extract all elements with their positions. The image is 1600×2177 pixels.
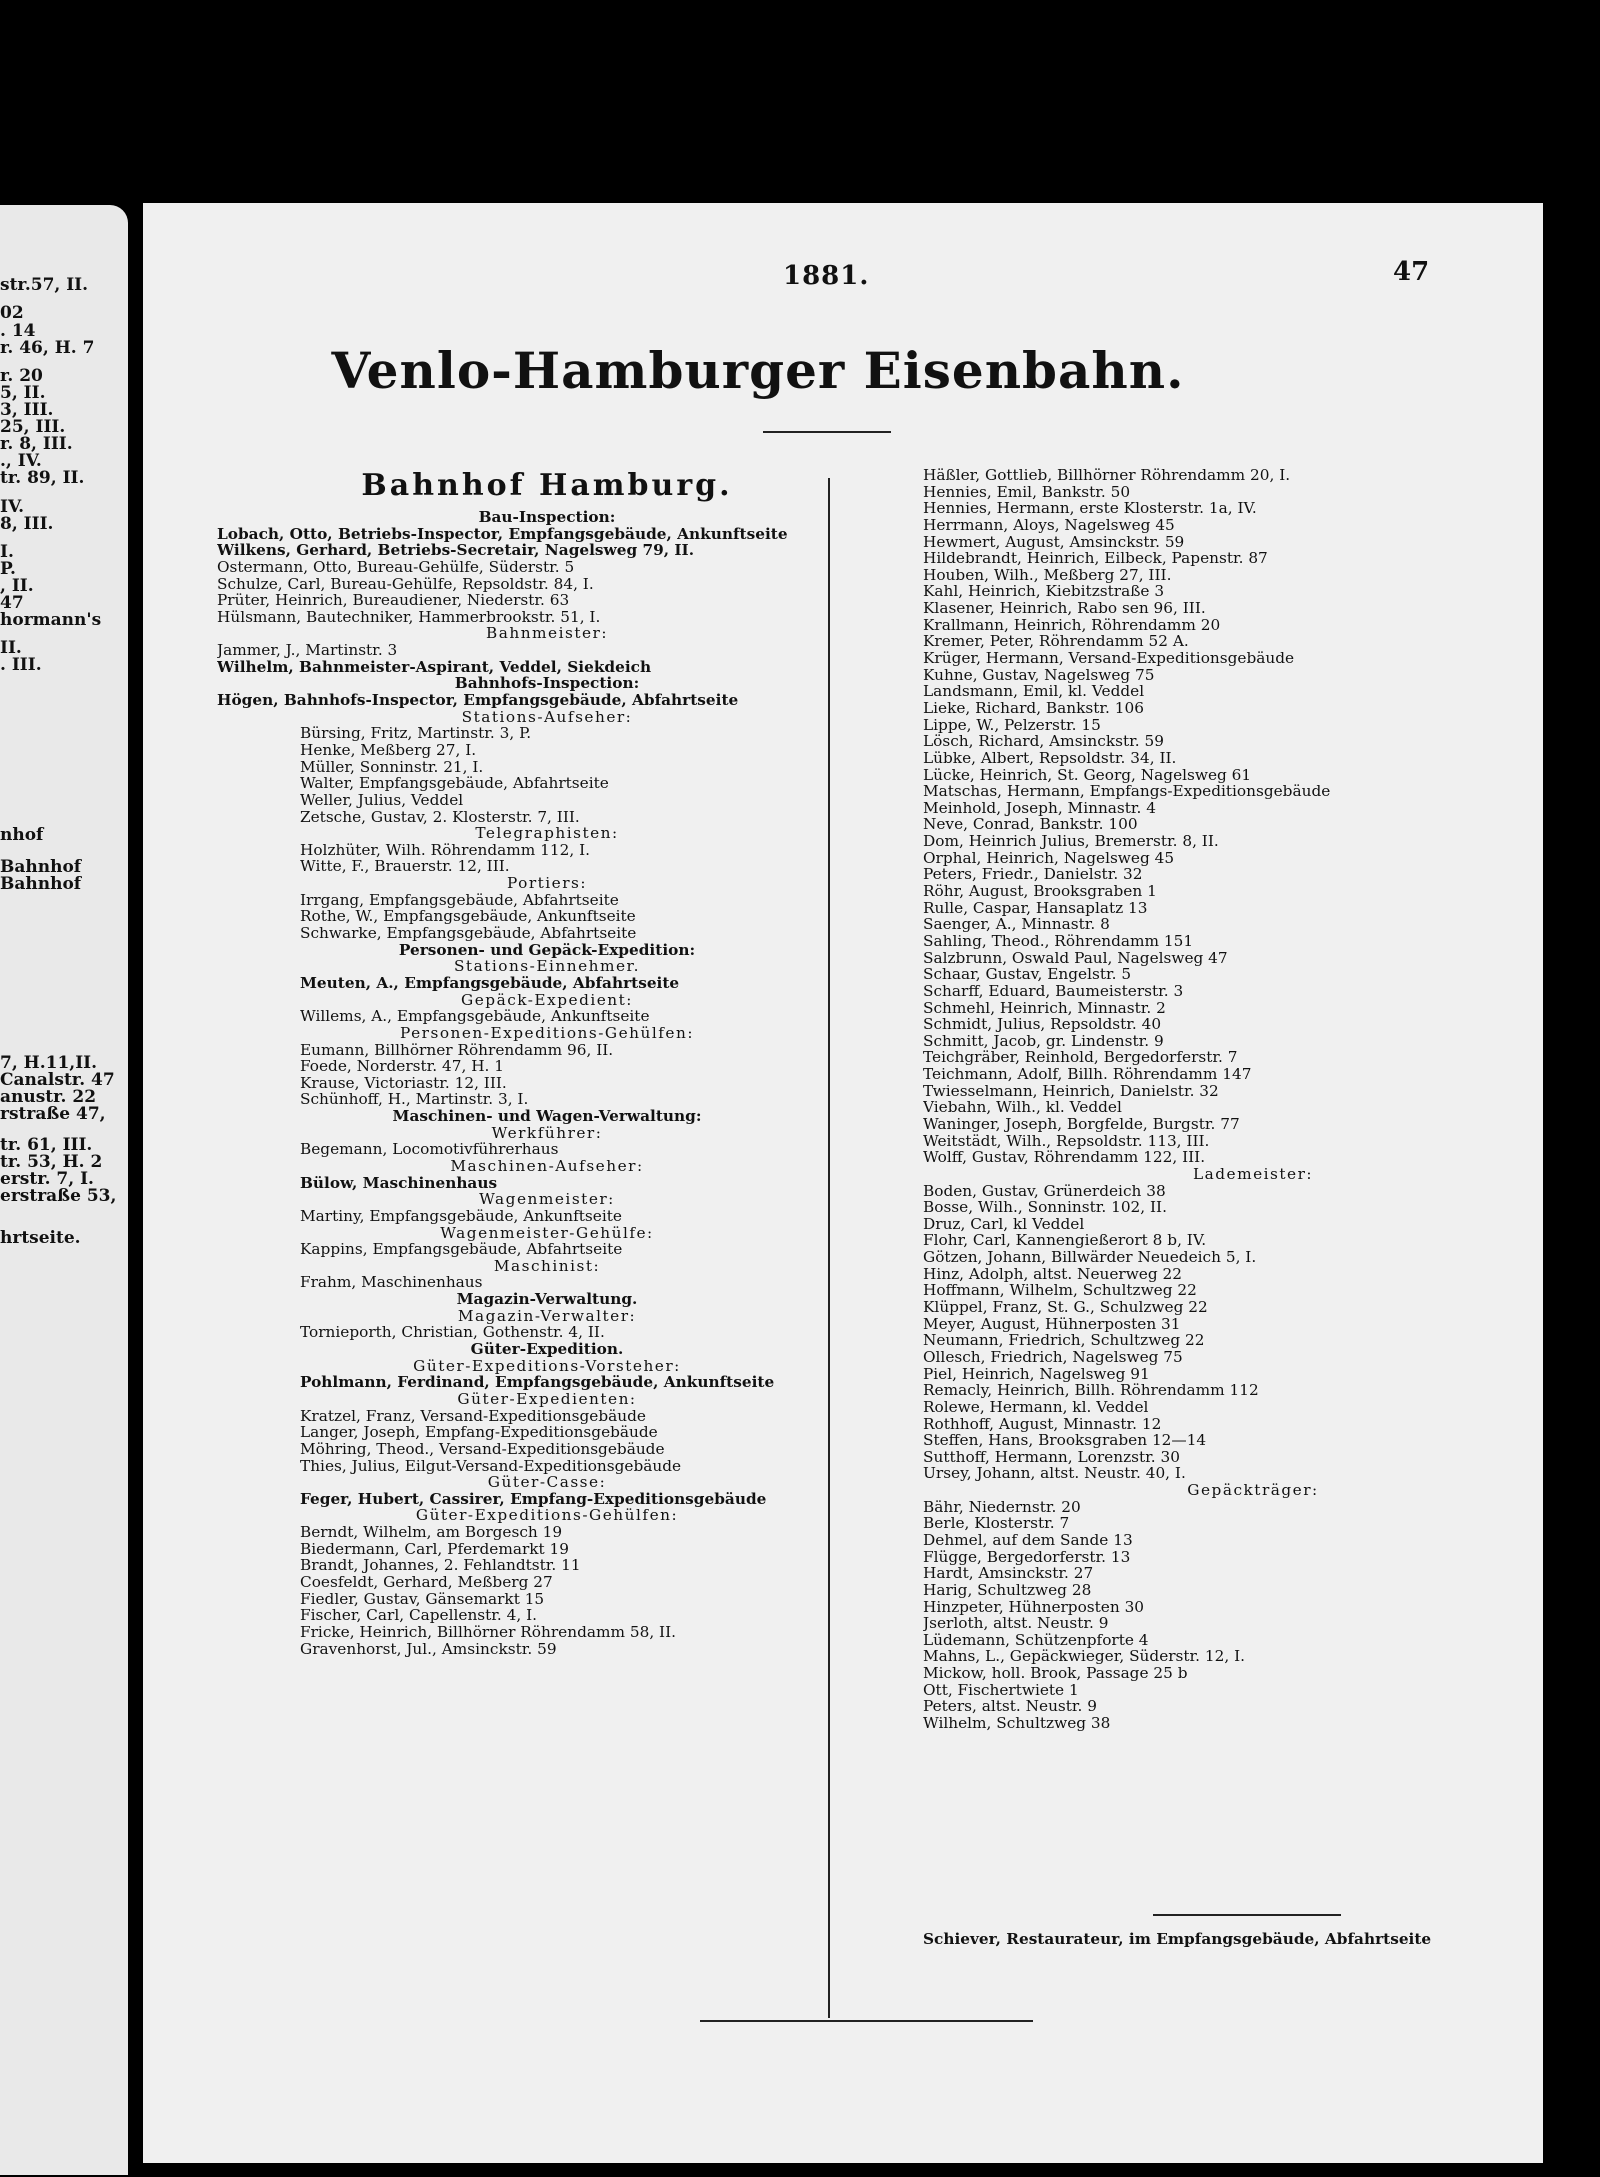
left-column-heading: Bahnmeister: (485, 625, 609, 643)
left-page-text: 47 (0, 593, 24, 613)
footer-divider (700, 2020, 1033, 2022)
right-column-entry: Rulle, Caspar, Hansaplatz 13 (923, 899, 1148, 917)
right-column-entry: Schmidt, Julius, Repsoldstr. 40 (923, 1016, 1162, 1033)
left-column-entry: Tornieporth, Christian, Gothenstr. 4, II. (300, 1324, 605, 1342)
left-column-entry: Kappins, Empfangsgebäude, Abfahrtseite (300, 1241, 623, 1258)
right-column-entry: Matschas, Hermann, Empfangs-Expeditionsgebäude (923, 783, 1331, 800)
left-column-entry: Biedermann, Carl, Pferdemarkt 19 (300, 1540, 569, 1558)
left-page-text: hrtseite. (0, 1228, 81, 1248)
right-column-entry: Hildebrandt, Heinrich, Eilbeck, Papenstr. 87 (923, 550, 1268, 567)
left-page-text: . 14 (0, 321, 36, 341)
left-page-text: ., IV. (0, 451, 42, 471)
right-column-entry: Teichmann, Adolf, Billh. Röhrendamm 147 (923, 1066, 1252, 1083)
left-column-heading: Personen- und Gepäck-Expedition: (398, 941, 696, 959)
left-page-fragment (0, 205, 128, 2175)
left-page-text: tr. 61, III. (0, 1135, 93, 1155)
right-column-entry: Neumann, Friedrich, Schultzweg 22 (923, 1332, 1205, 1349)
left-column-entry: Eumann, Billhörner Röhrendamm 96, II. (300, 1041, 614, 1059)
right-column-entry: Teichgräber, Reinhold, Bergedorferstr. 7 (923, 1049, 1238, 1067)
right-footer-entry (923, 1931, 1583, 1948)
left-column-entry: Coesfeldt, Gerhard, Meßberg 27 (300, 1574, 553, 1591)
right-column-entry: Schmehl, Heinrich, Minnastr. 2 (923, 999, 1166, 1017)
left-column-entry: Martiny, Empfangsgebäude, Ankunftseite (300, 1207, 622, 1225)
left-column-heading: Güter-Casse: (487, 1474, 607, 1491)
left-column-heading: Magazin-Verwalter: (457, 1307, 637, 1325)
left-column-entry: Brandt, Johannes, 2. Fehlandtstr. 11 (300, 1557, 581, 1574)
right-column-entry: Klüppel, Franz, St. G., Schulzweg 22 (923, 1299, 1208, 1316)
left-column-heading: Portiers: (506, 875, 588, 892)
right-column-entry: Häßler, Gottlieb, Billhörner Röhrendamm 20, I. (923, 467, 1291, 484)
right-column-entry: Klasener, Heinrich, Rabo sen 96, III. (923, 600, 1206, 617)
right-column-entry: Kuhne, Gustav, Nagelsweg 75 (923, 666, 1155, 684)
right-column-entry: Sutthoff, Hermann, Lorenzstr. 30 (923, 1448, 1180, 1466)
right-column-entry: Meyer, August, Hühnerposten 31 (923, 1315, 1181, 1333)
right-column-entry: Hinz, Adolph, altst. Neuerweg 22 (923, 1265, 1182, 1283)
right-column-entry: Lösch, Richard, Amsinckstr. 59 (923, 733, 1164, 750)
right-column-heading: Lademeister: (1192, 1165, 1314, 1183)
left-column-entry: Pohlmann, Ferdinand, Empfangsgebäude, Ankunftseite (300, 1374, 775, 1391)
right-column-entry: Flohr, Carl, Kannengießerort 8 b, IV. (923, 1232, 1207, 1250)
right-column-entry: Ott, Fischertwiete 1 (923, 1681, 1079, 1699)
left-column-heading: Güter-Expedienten: (457, 1390, 637, 1408)
left-column-entry: Witte, F., Brauerstr. 12, III. (300, 858, 510, 876)
left-column-entry: Prüter, Heinrich, Bureaudiener, Niederstr. 63 (217, 592, 570, 609)
left-column-entry: Wilkens, Gerhard, Betriebs-Secretair, Nagelsweg 79, II. (217, 542, 695, 559)
left-column-heading: Stations-Aufseher: (461, 708, 633, 726)
right-column-entry: Scharff, Eduard, Baumeisterstr. 3 (923, 982, 1184, 1000)
right-column-entry: Mahns, L., Gepäckwieger, Süderstr. 12, I. (923, 1648, 1246, 1666)
left-page-text: hormann's (0, 610, 102, 630)
left-column-entry: Begemann, Locomotivführerhaus (300, 1141, 559, 1158)
section-divider (1153, 1914, 1341, 1916)
left-page-text: r. 8, III. (0, 434, 73, 454)
left-page-text: 02 (0, 303, 24, 323)
right-column-entry: Wilhelm, Schultzweg 38 (923, 1715, 1111, 1732)
left-column-heading: Werkführer: (491, 1124, 603, 1142)
left-column-entry: Wilhelm, Bahnmeister-Aspirant, Veddel, Siekdeich (217, 658, 652, 676)
right-column-entry: Viebahn, Wilh., kl. Veddel (923, 1099, 1122, 1116)
right-column-entry: Berle, Klosterstr. 7 (923, 1515, 1070, 1532)
left-column-heading: Bau-Inspection: (478, 509, 616, 526)
left-column-entry: Krause, Victoriastr. 12, III. (300, 1074, 507, 1092)
left-column-heading: Güter-Expedition. (470, 1341, 624, 1358)
left-page-text: 7, H.11,II. (0, 1053, 98, 1073)
left-column-entry: Willems, A., Empfangsgebäude, Ankunftseite (300, 1008, 650, 1025)
right-column-entry: Salzbrunn, Oswald Paul, Nagelsweg 47 (923, 949, 1228, 967)
left-column-heading: Stations-Einnehmer. (453, 958, 641, 975)
left-column-heading: Wagenmeister-Gehülfe: (440, 1224, 654, 1242)
right-column-entry: Hewmert, August, Amsinckstr. 59 (923, 533, 1185, 551)
right-column-entry: Sahling, Theod., Röhrendamm 151 (923, 932, 1194, 950)
left-column-entry: Jammer, J., Martinstr. 3 (217, 642, 398, 659)
left-column-heading: Maschinist: (493, 1257, 601, 1275)
right-column-entry: Lübke, Albert, Repsoldstr. 34, II. (923, 749, 1177, 767)
left-column-entry: Foede, Norderstr. 47, H. 1 (300, 1058, 505, 1075)
left-column-entry: Ostermann, Otto, Bureau-Gehülfe, Süderstr. 5 (217, 558, 575, 576)
left-page-text: nhof (0, 825, 44, 845)
right-column-entry: Ursey, Johann, altst. Neustr. 40, I. (923, 1465, 1186, 1483)
left-column-heading: Bahnhof Hamburg. (361, 469, 733, 503)
left-page-text: erstr. 7, I. (0, 1169, 94, 1189)
right-column-entry: Twiesselmann, Heinrich, Danielstr. 32 (923, 1082, 1219, 1100)
right-column-entry: Lüdemann, Schützenpforte 4 (923, 1631, 1149, 1649)
right-column-entry: Landsmann, Emil, kl. Veddel (923, 683, 1145, 700)
left-column-entry: Feger, Hubert, Cassirer, Empfang-Expeditionsgebäude (300, 1490, 767, 1508)
left-column-entry: Zetsche, Gustav, 2. Klosterstr. 7, III. (300, 808, 580, 826)
left-column-entry: Bülow, Maschinenhaus (300, 1174, 498, 1192)
right-column-entry: Rothhoff, August, Minnastr. 12 (923, 1415, 1162, 1433)
title-divider (763, 431, 891, 433)
page-title: Venlo-Hamburger Eisenbahn. (331, 341, 1185, 400)
right-column-entry: Saenger, A., Minnastr. 8 (923, 916, 1110, 933)
left-column-heading: Telegraphisten: (475, 825, 619, 842)
left-page-text: 5, II. (0, 383, 46, 403)
left-column-entry: Berndt, Wilhelm, am Borgesch 19 (300, 1524, 563, 1541)
right-column-heading: Gepäckträger: (1187, 1482, 1319, 1499)
right-column-entry: Hardt, Amsinckstr. 27 (923, 1565, 1094, 1582)
right-column-entry: Lücke, Heinrich, St. Georg, Nagelsweg 61 (923, 766, 1252, 784)
left-column-entry: Möhring, Theod., Versand-Expeditionsgebäude (300, 1440, 665, 1458)
left-page-text: Canalstr. 47 (0, 1070, 115, 1090)
right-column-entry: Jserloth, altst. Neustr. 9 (923, 1615, 1109, 1632)
right-column-entry: Hinzpeter, Hühnerposten 30 (923, 1598, 1145, 1616)
document-page (143, 203, 1543, 2163)
right-column-entry: Hoffmann, Wilhelm, Schultzweg 22 (923, 1282, 1197, 1300)
right-column-entry: Schmitt, Jacob, gr. Lindenstr. 9 (923, 1032, 1164, 1050)
left-column-entry: Kratzel, Franz, Versand-Expeditionsgebäude (300, 1407, 646, 1425)
left-column-heading: Maschinen-Aufseher: (450, 1157, 644, 1175)
left-column-heading: Magazin-Verwaltung. (456, 1291, 638, 1308)
left-column-entry: Fischer, Carl, Capellenstr. 4, I. (300, 1607, 538, 1624)
left-page-text: str.57, II. (0, 275, 89, 295)
right-column-entry: Dehmel, auf dem Sande 13 (923, 1532, 1133, 1549)
left-page-text: Bahnhof (0, 857, 82, 877)
right-column-entry: Mickow, holl. Brook, Passage 25 b (923, 1665, 1188, 1682)
right-column-entry: Druz, Carl, kl Veddel (923, 1215, 1085, 1233)
right-column (923, 467, 1583, 1732)
page-year: 1881. (783, 261, 870, 291)
right-column-entry: Bähr, Niedernstr. 20 (923, 1498, 1081, 1516)
left-page-text: rstraße 47, (0, 1104, 106, 1124)
left-column-entry: Schulze, Carl, Bureau-Gehülfe, Repsoldstr. 84, I. (217, 575, 594, 593)
left-column-heading: Gepäck-Expedient: (461, 991, 633, 1009)
right-column-entry: Meinhold, Joseph, Minnastr. 4 (923, 799, 1157, 817)
right-column-entry: Neve, Conrad, Bankstr. 100 (923, 816, 1138, 834)
left-column-entry: Schünhoff, H., Martinstr. 3, I. (300, 1091, 529, 1109)
left-column-entry: Hülsmann, Bautechniker, Hammerbrookstr. 51, I. (217, 608, 601, 626)
left-column-entry: Müller, Sonninstr. 21, I. (300, 758, 484, 776)
left-page-text: 8, III. (0, 514, 54, 534)
left-page-text: 25, III. (0, 417, 66, 437)
left-column-entry: Thies, Julius, Eilgut-Versand-Expeditionsgebäude (300, 1457, 682, 1475)
right-column-entry: Röhr, August, Brooksgraben 1 (923, 883, 1157, 900)
left-column-entry: Fricke, Heinrich, Billhörner Röhrendamm 58, II. (300, 1623, 677, 1641)
left-page-text: r. 20 (0, 366, 43, 386)
left-column-heading: Güter-Expeditions-Gehülfen: (415, 1507, 679, 1525)
left-page-text: anustr. 22 (0, 1087, 97, 1107)
right-column-entry: Steffen, Hans, Brooksgraben 12—14 (923, 1432, 1207, 1449)
left-page-text: P. (0, 559, 16, 579)
left-column-heading: Maschinen- und Wagen-Verwaltung: (392, 1108, 702, 1125)
right-column-entry: Peters, Friedr., Danielstr. 32 (923, 866, 1143, 884)
left-page-text: r. 46, H. 7 (0, 338, 95, 358)
left-page-text: erstraße 53, (0, 1186, 117, 1206)
left-column-entry: Bürsing, Fritz, Martinstr. 3, P. (300, 725, 532, 742)
right-column-entry: Dom, Heinrich Julius, Bremerstr. 8, II. (923, 833, 1219, 850)
left-page-text: 3, III. (0, 400, 54, 420)
right-column-entry: Hennies, Emil, Bankstr. 50 (923, 483, 1131, 501)
left-page-text: . III. (0, 655, 42, 675)
left-column-entry: Weller, Julius, Veddel (300, 791, 464, 809)
right-column-entry: Peters, altst. Neustr. 9 (923, 1698, 1098, 1716)
right-column-entry: Hennies, Hermann, erste Klosterstr. 1a, IV. (923, 500, 1257, 517)
column-divider (828, 478, 830, 2018)
left-page-text: , II. (0, 576, 34, 596)
right-column-entry: Bosse, Wilh., Sonninstr. 102, II. (923, 1199, 1167, 1216)
left-page-text: tr. 53, H. 2 (0, 1152, 103, 1172)
right-column-entry: Wolff, Gustav, Röhrendamm 122, III. (923, 1149, 1206, 1166)
right-column-entry: Ollesch, Friedrich, Nagelsweg 75 (923, 1348, 1183, 1366)
left-column-heading: Güter-Expeditions-Vorsteher: (413, 1357, 681, 1375)
left-column-entry: Walter, Empfangsgebäude, Abfahrtseite (300, 775, 609, 792)
right-column-entry: Lippe, W., Pelzerstr. 15 (923, 716, 1101, 734)
left-column-entry: Frahm, Maschinenhaus (300, 1274, 483, 1292)
right-column-entry: Boden, Gustav, Grünerdeich 38 (923, 1182, 1166, 1200)
right-column-entry: Rolewe, Hermann, kl. Veddel (923, 1398, 1149, 1416)
right-column-entry: Lieke, Richard, Bankstr. 106 (923, 699, 1144, 717)
left-page-text: IV. (0, 497, 25, 517)
right-column-entry: Götzen, Johann, Billwärder Neuedeich 5, I. (923, 1249, 1257, 1266)
left-column-heading: Wagenmeister: (479, 1191, 615, 1208)
left-column-heading: Bahnhofs-Inspection: (454, 675, 640, 693)
left-column-entry: Henke, Meßberg 27, I. (300, 741, 477, 759)
right-column-entry: Waninger, Joseph, Borgfelde, Burgstr. 77 (923, 1115, 1240, 1133)
left-column-entry: Fiedler, Gustav, Gänsemarkt 15 (300, 1590, 545, 1608)
right-column-entry: Remacly, Heinrich, Billh. Röhrendamm 112 (923, 1382, 1259, 1399)
page-number: 47 (1393, 257, 1430, 287)
left-column-heading: Personen-Expeditions-Gehülfen: (400, 1024, 694, 1042)
left-column-entry: Meuten, A., Empfangsgebäude, Abfahrtseite (300, 974, 680, 992)
left-column-entry: Högen, Bahnhofs-Inspector, Empfangsgebäude, Abfahrtseite (217, 692, 739, 709)
right-column-entry: Houben, Wilh., Meßberg 27, III. (923, 566, 1172, 584)
left-column-entry: Lobach, Otto, Betriebs-Inspector, Empfangsgebäude, Ankunftseite (217, 525, 788, 543)
right-column-entry: Piel, Heinrich, Nagelsweg 91 (923, 1365, 1150, 1383)
left-page-text: tr. 89, II. (0, 468, 85, 488)
left-page-text: II. (0, 638, 22, 658)
right-column-entry: Flügge, Bergedorferstr. 13 (923, 1548, 1131, 1566)
left-column-entry: Schwarke, Empfangsgebäude, Abfahrtseite (300, 925, 637, 942)
left-page-text: Bahnhof (0, 874, 82, 894)
left-column-entry: Langer, Joseph, Empfang-Expeditionsgebäude (300, 1424, 658, 1441)
left-column-entry: Holzhüter, Wilh. Röhrendamm 112, I. (300, 841, 590, 859)
right-column-entry: Kremer, Peter, Röhrendamm 52 A. (923, 633, 1189, 651)
left-column (217, 469, 877, 1657)
right-column-entry: Orphal, Heinrich, Nagelsweg 45 (923, 849, 1175, 867)
left-column-entry: Gravenhorst, Jul., Amsinckstr. 59 (300, 1640, 557, 1658)
restaurateur-line: Schiever, Restaurateur, im Empfangsgebäude, Abfahrtseite (923, 1931, 1432, 1948)
right-column-entry: Herrmann, Aloys, Nagelsweg 45 (923, 516, 1175, 534)
left-page-text: I. (0, 542, 14, 562)
right-column-entry: Krüger, Hermann, Versand-Expeditionsgebäude (923, 650, 1295, 667)
right-column-entry: Kahl, Heinrich, Kiebitzstraße 3 (923, 583, 1165, 601)
right-column-entry: Weitstädt, Wilh., Repsoldstr. 113, III. (923, 1132, 1210, 1150)
left-column-entry: Irrgang, Empfangsgebäude, Abfahrtseite (300, 891, 619, 909)
right-column-entry: Harig, Schultzweg 28 (923, 1581, 1092, 1599)
right-column-entry: Krallmann, Heinrich, Röhrendamm 20 (923, 616, 1221, 634)
right-column-entry: Schaar, Gustav, Engelstr. 5 (923, 966, 1132, 983)
left-column-entry: Rothe, W., Empfangsgebäude, Ankunftseite (300, 908, 636, 926)
